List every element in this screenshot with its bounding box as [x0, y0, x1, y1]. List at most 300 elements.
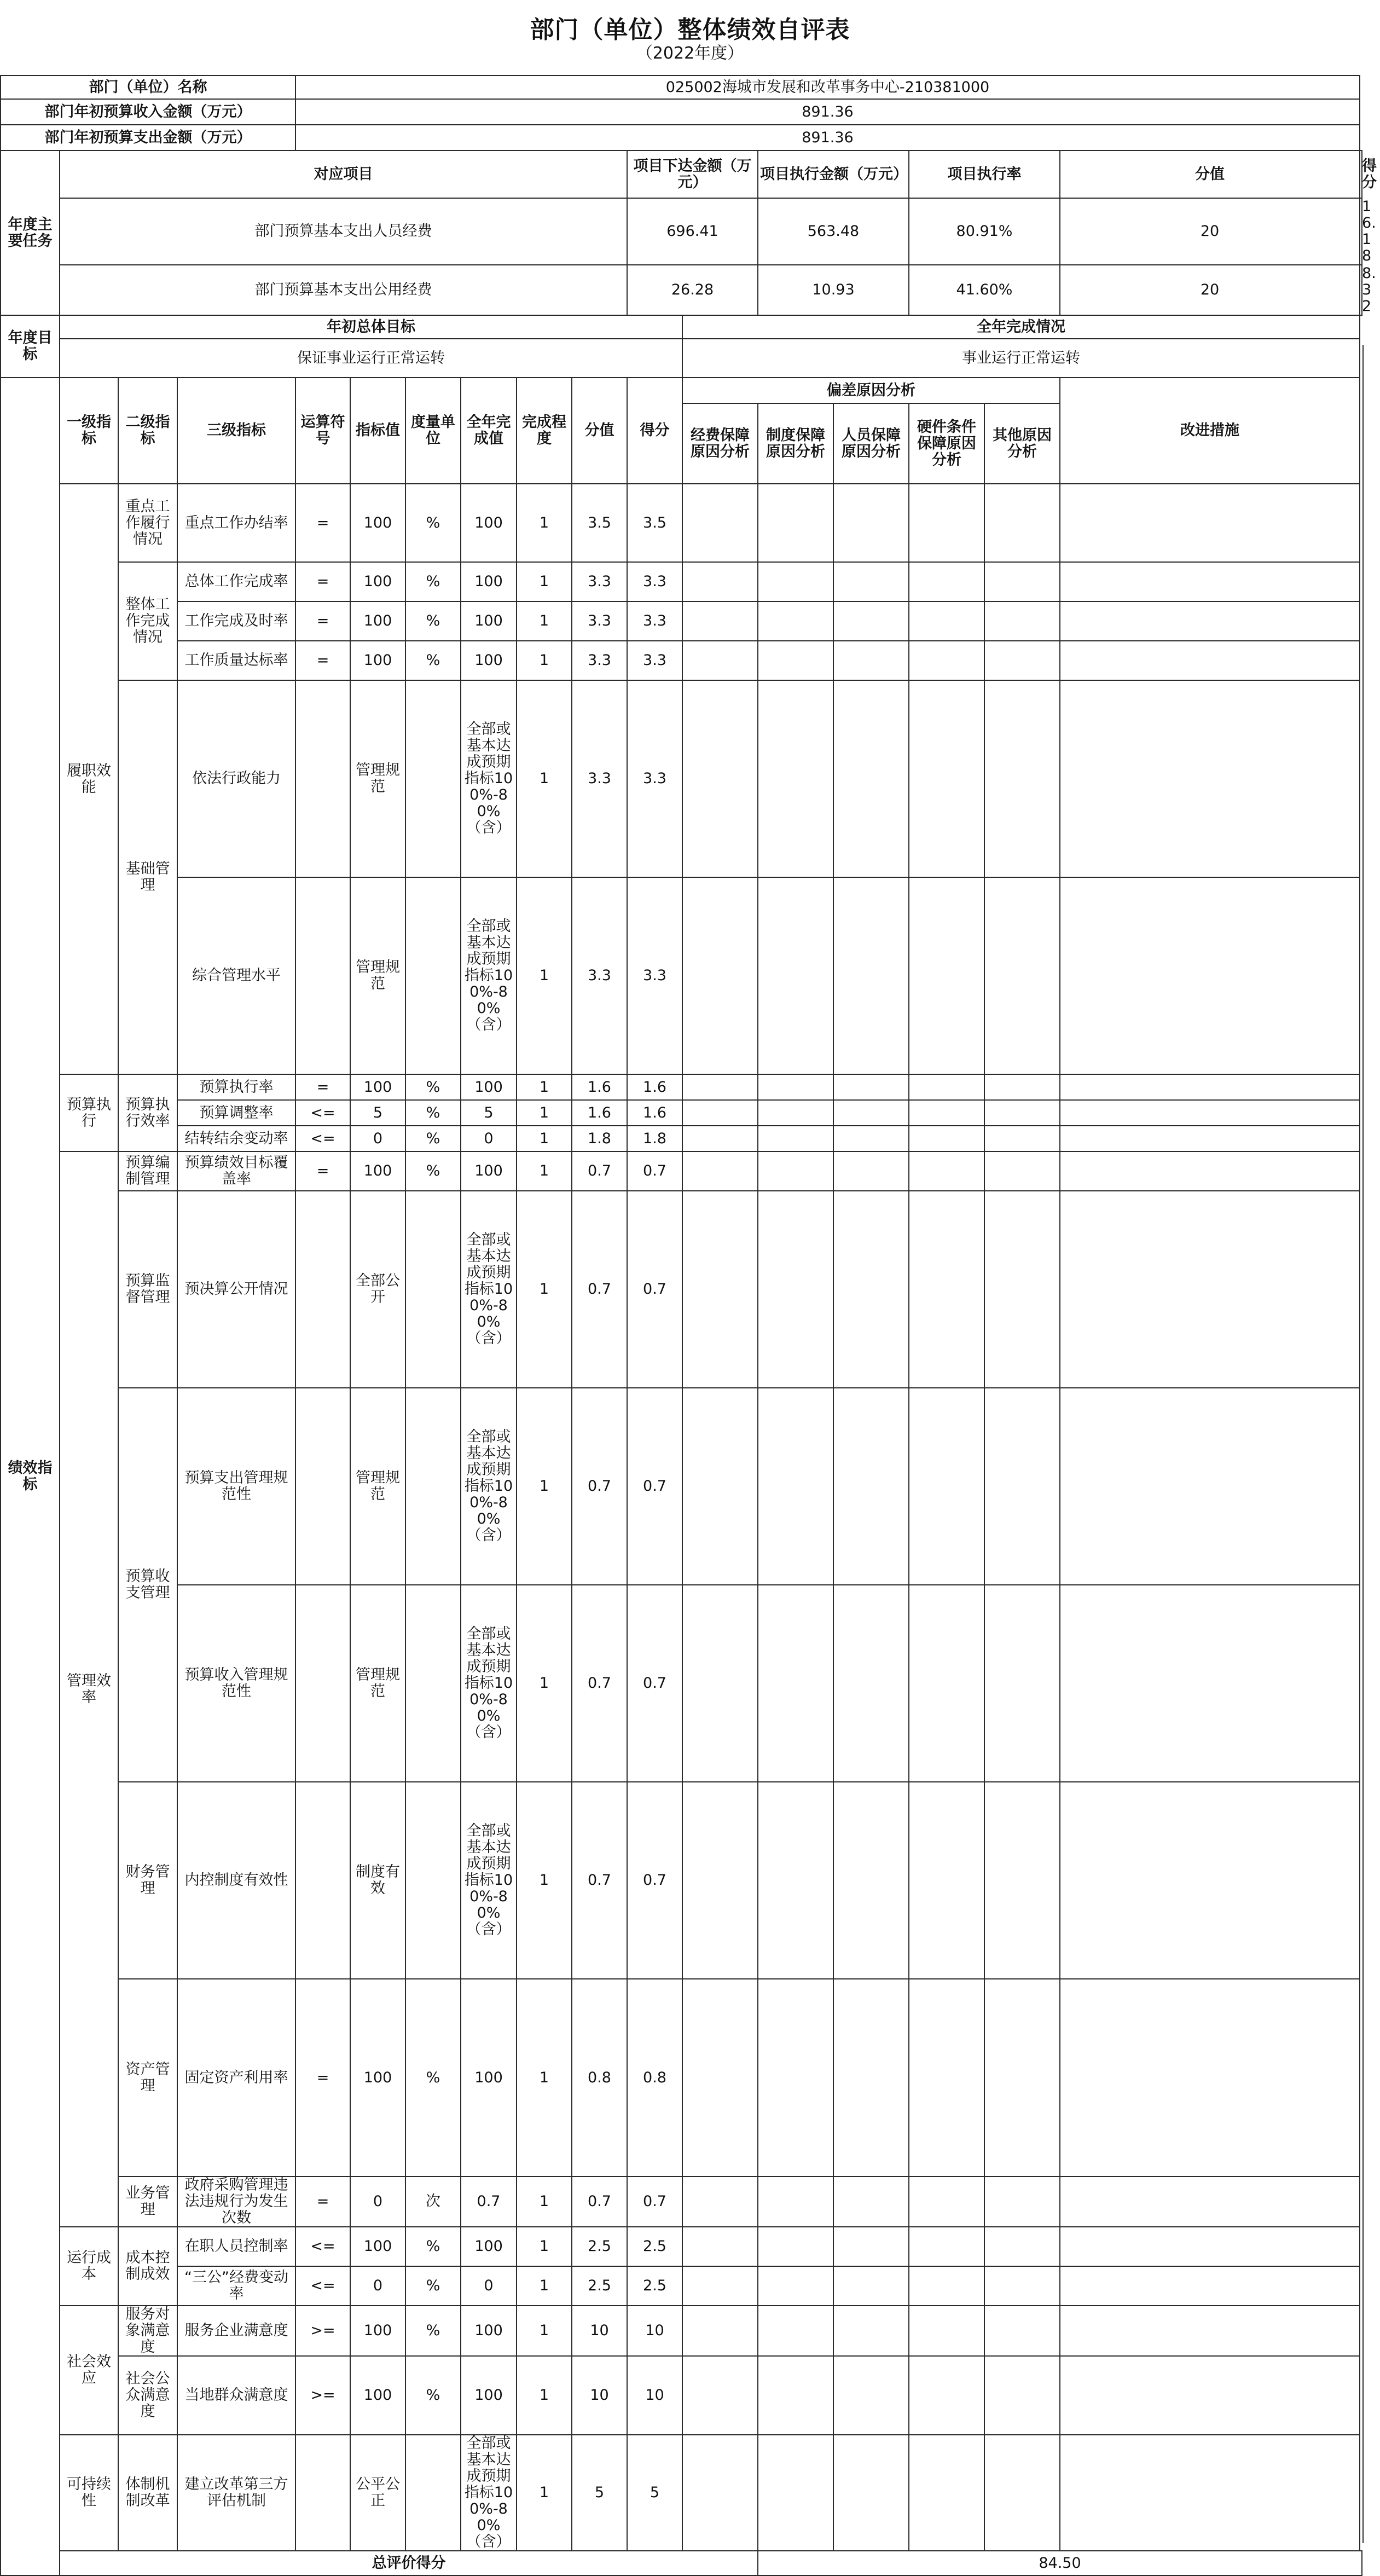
deviation-cell [984, 2356, 1060, 2435]
deviation-cell [833, 2266, 909, 2306]
level2-indicator: 资产管理 [118, 1979, 177, 2176]
income-value: 891.36 [295, 99, 1360, 125]
level3-indicator: 预算收入管理规范性 [177, 1585, 295, 1782]
level3-indicator: 结转结余变动率 [177, 1126, 295, 1151]
indicator-degree: 1 [517, 484, 572, 562]
col-dev4-header: 硬件条件保障原因分析 [909, 403, 984, 484]
indicator-actual: 100 [461, 2306, 517, 2356]
indicator-score: 0.7 [627, 1388, 682, 1585]
level2-indicator: 预算编制管理 [118, 1151, 177, 1191]
deviation-cell [833, 1388, 909, 1585]
indicator-degree: 1 [517, 1126, 572, 1151]
indicator-unit: % [405, 484, 461, 562]
indicator-op [295, 1388, 350, 1585]
deviation-cell [909, 2306, 984, 2356]
indicator-degree: 1 [517, 1388, 572, 1585]
improve-cell [1060, 1782, 1360, 1979]
indicator-degree: 1 [517, 2435, 572, 2551]
indicator-unit: 次 [405, 2176, 461, 2227]
total-score-label: 总评价得分 [60, 2551, 758, 2575]
deviation-cell [833, 2435, 909, 2551]
level2-indicator: 基础管理 [118, 680, 177, 1074]
indicator-value: 0.7 [572, 1151, 627, 1191]
indicator-score: 3.3 [627, 680, 682, 877]
indicator-actual: 0.7 [461, 2176, 517, 2227]
improve-cell [1060, 1388, 1360, 1585]
indicator-score: 3.5 [627, 484, 682, 562]
indicator-value: 3.3 [572, 562, 627, 601]
indicator-target: 100 [350, 2356, 405, 2435]
indicator-target: 100 [350, 1074, 405, 1100]
deviation-cell [758, 680, 833, 877]
improve-cell [1060, 1126, 1360, 1151]
indicator-score: 5 [627, 2435, 682, 2551]
improve-cell [1060, 1151, 1360, 1191]
level3-indicator: 政府采购管理违法违规行为发生次数 [177, 2176, 295, 2227]
indicator-actual: 100 [461, 1151, 517, 1191]
deviation-cell [682, 562, 758, 601]
indicator-value: 3.3 [572, 641, 627, 680]
indicator-value: 0.7 [572, 2176, 627, 2227]
indicator-value: 1.6 [572, 1100, 627, 1126]
level3-indicator: 建立改革第三方评估机制 [177, 2435, 295, 2551]
indicator-target: 管理规范 [350, 680, 405, 877]
indicator-unit [405, 877, 461, 1074]
col-rate-header: 项目执行率 [909, 150, 1060, 198]
level3-indicator: 工作完成及时率 [177, 601, 295, 641]
deviation-cell [984, 2227, 1060, 2266]
indicator-target: 100 [350, 1979, 405, 2176]
indicator-row [1, 1151, 1362, 1191]
deviation-cell [758, 1388, 833, 1585]
indicator-unit: % [405, 1126, 461, 1151]
task-score: 8.32 [1360, 265, 1362, 315]
improve-cell [1060, 2435, 1360, 2551]
task-item: 部门预算基本支出公用经费 [60, 265, 627, 315]
indicator-value: 3.5 [572, 484, 627, 562]
deviation-cell [758, 2266, 833, 2306]
task-row [1, 265, 1362, 315]
deviation-cell [984, 1191, 1060, 1388]
level1-indicator: 运行成本 [60, 2227, 118, 2306]
indicator-target: 100 [350, 2227, 405, 2266]
indicator-op [295, 1191, 350, 1388]
indicator-unit [405, 1388, 461, 1585]
level3-indicator: 综合管理水平 [177, 877, 295, 1074]
deviation-cell [682, 2227, 758, 2266]
level2-indicator: 成本控制成效 [118, 2227, 177, 2306]
deviation-cell [758, 2176, 833, 2227]
deviation-cell [909, 1100, 984, 1126]
indicator-actual: 100 [461, 1074, 517, 1100]
level3-indicator: 在职人员控制率 [177, 2227, 295, 2266]
deviation-cell [833, 641, 909, 680]
indicator-degree: 1 [517, 1100, 572, 1126]
improve-cell [1060, 601, 1360, 641]
income-label: 部门年初预算收入金额（万元） [1, 99, 295, 125]
indicator-row [1, 680, 1362, 877]
indicator-degree: 1 [517, 877, 572, 1074]
indicator-op [295, 1782, 350, 1979]
indicator-target: 管理规范 [350, 877, 405, 1074]
indicator-target: 100 [350, 484, 405, 562]
level1-indicator: 管理效率 [60, 1151, 118, 2227]
deviation-cell [682, 2176, 758, 2227]
deviation-cell [909, 1074, 984, 1100]
deviation-cell [682, 1979, 758, 2176]
deviation-cell [833, 484, 909, 562]
level2-indicator: 社会公众满意度 [118, 2356, 177, 2435]
col-item-header: 对应项目 [60, 150, 627, 198]
indicators-section-label: 绩效指标 [1, 378, 60, 2575]
indicator-op: = [295, 1151, 350, 1191]
deviation-cell [984, 1388, 1060, 1585]
deviation-cell [984, 601, 1060, 641]
deviation-cell [758, 877, 833, 1074]
indicator-degree: 1 [517, 601, 572, 641]
deviation-cell [909, 641, 984, 680]
deviation-cell [758, 1100, 833, 1126]
deviation-cell [984, 877, 1060, 1074]
indicator-unit: % [405, 2266, 461, 2306]
improve-cell [1060, 562, 1360, 601]
indicator-value: 10 [572, 2356, 627, 2435]
deviation-cell [682, 1100, 758, 1126]
deviation-cell [909, 2435, 984, 2551]
indicator-target: 100 [350, 562, 405, 601]
col-target-header: 指标值 [350, 378, 405, 484]
indicator-op [295, 877, 350, 1074]
deviation-cell [833, 562, 909, 601]
deviation-cell [682, 601, 758, 641]
level3-indicator: “三公”经费变动率 [177, 2266, 295, 2306]
indicator-actual: 100 [461, 2356, 517, 2435]
indicator-value: 1.8 [572, 1126, 627, 1151]
improve-cell [1060, 2176, 1360, 2227]
deviation-cell [758, 601, 833, 641]
deviation-cell [833, 1979, 909, 2176]
indicator-score: 3.3 [627, 601, 682, 641]
indicator-degree: 1 [517, 2266, 572, 2306]
deviation-cell [758, 641, 833, 680]
indicator-unit: % [405, 2227, 461, 2266]
deviation-cell [909, 877, 984, 1074]
indicator-actual: 5 [461, 1100, 517, 1126]
indicator-value: 0.7 [572, 1585, 627, 1782]
deviation-cell [758, 484, 833, 562]
level2-indicator: 预算收支管理 [118, 1388, 177, 1782]
deviation-cell [682, 1585, 758, 1782]
deviation-cell [833, 2176, 909, 2227]
indicator-degree: 1 [517, 2306, 572, 2356]
deviation-cell [833, 2306, 909, 2356]
indicator-op: = [295, 2176, 350, 2227]
deviation-cell [833, 1074, 909, 1100]
deviation-cell [833, 601, 909, 641]
deviation-cell [909, 1782, 984, 1979]
indicator-value: 3.3 [572, 877, 627, 1074]
indicator-score: 1.6 [627, 1100, 682, 1126]
completion-text: 事业运行正常运转 [682, 339, 1360, 378]
indicator-score: 10 [627, 2356, 682, 2435]
indicator-target: 100 [350, 641, 405, 680]
indicator-unit: % [405, 1100, 461, 1126]
deviation-cell [758, 2356, 833, 2435]
indicator-score: 1.6 [627, 1074, 682, 1100]
indicator-op: = [295, 562, 350, 601]
indicator-row [1, 484, 1362, 562]
indicator-unit [405, 680, 461, 877]
indicator-row [1, 1100, 1362, 1126]
indicator-unit: % [405, 2356, 461, 2435]
improve-cell [1060, 2356, 1360, 2435]
task-rate: 80.91% [909, 198, 1060, 265]
deviation-cell [682, 1126, 758, 1151]
indicator-row [1, 2266, 1362, 2306]
indicator-target: 100 [350, 2306, 405, 2356]
indicator-degree: 1 [517, 2227, 572, 2266]
improve-cell [1060, 2306, 1360, 2356]
indicator-op: >= [295, 2306, 350, 2356]
indicator-degree: 1 [517, 2176, 572, 2227]
deviation-cell [909, 601, 984, 641]
indicator-row [1, 1388, 1362, 1585]
col-exec-header: 项目执行金额（万元） [758, 150, 909, 198]
level2-indicator: 预算执行效率 [118, 1074, 177, 1151]
indicator-row [1, 601, 1362, 641]
indicator-score: 3.3 [627, 877, 682, 1074]
indicator-actual: 全部或基本达成预期指标100%-80%（含） [461, 2435, 517, 2551]
indicator-target: 100 [350, 1151, 405, 1191]
indicator-row [1, 2435, 1362, 2551]
indicator-unit [405, 1585, 461, 1782]
deviation-cell [833, 1151, 909, 1191]
deviation-cell [833, 1100, 909, 1126]
deviation-cell [833, 877, 909, 1074]
indicator-actual: 全部或基本达成预期指标100%-80%（含） [461, 1191, 517, 1388]
deviation-cell [758, 2306, 833, 2356]
deviation-cell [909, 1585, 984, 1782]
deviation-cell [909, 2176, 984, 2227]
indicator-value: 0.7 [572, 1191, 627, 1388]
indicator-op: <= [295, 1100, 350, 1126]
initial-goal-header: 年初总体目标 [60, 315, 682, 339]
indicator-unit: % [405, 562, 461, 601]
deviation-cell [909, 2227, 984, 2266]
col-score-header: 得分 [627, 378, 682, 484]
page-subtitle: （2022年度） [636, 44, 744, 63]
indicator-op [295, 680, 350, 877]
improve-cell [1060, 1191, 1360, 1388]
indicator-row [1, 1979, 1362, 2176]
indicator-score: 0.8 [627, 1979, 682, 2176]
indicator-row [1, 1074, 1362, 1100]
deviation-cell [984, 680, 1060, 877]
deviation-cell [909, 1191, 984, 1388]
indicator-row [1, 2227, 1362, 2266]
deviation-cell [758, 562, 833, 601]
indicator-actual: 全部或基本达成预期指标100%-80%（含） [461, 877, 517, 1074]
indicator-actual: 100 [461, 601, 517, 641]
indicator-value: 2.5 [572, 2266, 627, 2306]
indicator-target: 0 [350, 2176, 405, 2227]
col-dev1-header: 经费保障原因分析 [682, 403, 758, 484]
indicator-value: 10 [572, 2306, 627, 2356]
improve-cell [1060, 2266, 1360, 2306]
indicator-degree: 1 [517, 1979, 572, 2176]
deviation-cell [984, 2266, 1060, 2306]
indicator-row [1, 1782, 1362, 1979]
indicator-op: <= [295, 1126, 350, 1151]
dept-name-value: 025002海城市发展和改革事务中心-210381000 [295, 76, 1360, 99]
indicator-actual: 全部或基本达成预期指标100%-80%（含） [461, 1585, 517, 1782]
indicator-actual: 0 [461, 2266, 517, 2306]
deviation-cell [682, 1151, 758, 1191]
col-issued-header: 项目下达金额（万元） [627, 150, 758, 198]
level3-indicator: 重点工作办结率 [177, 484, 295, 562]
indicator-actual: 全部或基本达成预期指标100%-80%（含） [461, 1388, 517, 1585]
indicator-value: 0.7 [572, 1782, 627, 1979]
indicator-op: = [295, 1979, 350, 2176]
deviation-cell [758, 2227, 833, 2266]
deviation-cell [682, 680, 758, 877]
indicator-score: 2.5 [627, 2266, 682, 2306]
indicator-target: 管理规范 [350, 1388, 405, 1585]
indicator-unit: % [405, 1979, 461, 2176]
level2-indicator: 体制机制改革 [118, 2435, 177, 2551]
deviation-cell [909, 1126, 984, 1151]
deviation-cell [758, 1126, 833, 1151]
indicator-unit [405, 2435, 461, 2551]
task-row [1, 198, 1362, 265]
col-l2-header: 二级指标 [118, 378, 177, 484]
improve-cell [1060, 1979, 1360, 2176]
improve-cell [1060, 2227, 1360, 2266]
indicator-value: 5 [572, 2435, 627, 2551]
deviation-cell [682, 1191, 758, 1388]
indicator-row [1, 2356, 1362, 2435]
indicator-row [1, 1585, 1362, 1782]
indicator-value: 3.3 [572, 680, 627, 877]
improve-cell [1060, 680, 1360, 877]
level3-indicator: 预算绩效目标覆盖率 [177, 1151, 295, 1191]
indicator-score: 0.7 [627, 1151, 682, 1191]
indicator-score: 3.3 [627, 641, 682, 680]
col-unit-header: 度量单位 [405, 378, 461, 484]
level3-indicator: 当地群众满意度 [177, 2356, 295, 2435]
task-issued: 26.28 [627, 265, 758, 315]
col-value-header: 分值 [572, 378, 627, 484]
deviation-cell [682, 2435, 758, 2551]
deviation-cell [984, 1074, 1060, 1100]
deviation-cell [758, 2435, 833, 2551]
indicator-unit: % [405, 641, 461, 680]
deviation-cell [758, 1782, 833, 1979]
deviation-cell [909, 1388, 984, 1585]
level3-indicator: 内控制度有效性 [177, 1782, 295, 1979]
indicator-target: 公平公正 [350, 2435, 405, 2551]
indicator-op [295, 1585, 350, 1782]
deviation-cell [833, 1126, 909, 1151]
indicator-degree: 1 [517, 2356, 572, 2435]
deviation-cell [984, 1100, 1060, 1126]
task-item: 部门预算基本支出人员经费 [60, 198, 627, 265]
indicator-score: 1.8 [627, 1126, 682, 1151]
level3-indicator: 总体工作完成率 [177, 562, 295, 601]
task-exec: 10.93 [758, 265, 909, 315]
indicator-row [1, 1126, 1362, 1151]
total-score-value: 84.50 [758, 2551, 1362, 2575]
indicator-target: 0 [350, 2266, 405, 2306]
deviation-cell [909, 2356, 984, 2435]
table-right-border [1362, 345, 1364, 2543]
level3-indicator: 服务企业满意度 [177, 2306, 295, 2356]
deviation-cell [833, 680, 909, 877]
indicator-score: 0.7 [627, 1191, 682, 1388]
col-dev5-header: 其他原因分析 [984, 403, 1060, 484]
indicator-op: <= [295, 2227, 350, 2266]
improve-cell [1060, 1100, 1360, 1126]
indicator-unit: % [405, 2306, 461, 2356]
indicator-actual: 100 [461, 484, 517, 562]
deviation-cell [909, 1151, 984, 1191]
deviation-cell [758, 1191, 833, 1388]
indicator-actual: 100 [461, 641, 517, 680]
deviation-header: 偏差原因分析 [682, 378, 1060, 403]
goals-section-label: 年度目标 [1, 315, 60, 378]
level1-indicator: 社会效应 [60, 2306, 118, 2435]
deviation-cell [758, 1979, 833, 2176]
indicator-target: 管理规范 [350, 1585, 405, 1782]
level2-indicator: 财务管理 [118, 1782, 177, 1979]
deviation-cell [909, 484, 984, 562]
indicator-unit: % [405, 601, 461, 641]
deviation-cell [909, 562, 984, 601]
indicator-target: 制度有效 [350, 1782, 405, 1979]
indicator-score: 0.7 [627, 1782, 682, 1979]
task-rate: 41.60% [909, 265, 1060, 315]
deviation-cell [682, 1782, 758, 1979]
deviation-cell [682, 484, 758, 562]
indicator-unit [405, 1191, 461, 1388]
deviation-cell [833, 1782, 909, 1979]
indicator-row [1, 2306, 1362, 2356]
indicator-row [1, 877, 1362, 1074]
col-dev3-header: 人员保障原因分析 [833, 403, 909, 484]
deviation-cell [682, 1074, 758, 1100]
col-improve-header: 改进措施 [1060, 378, 1360, 484]
deviation-cell [984, 1151, 1060, 1191]
indicator-actual: 100 [461, 1979, 517, 2176]
deviation-cell [984, 641, 1060, 680]
expense-value: 891.36 [295, 125, 1360, 150]
indicator-target: 100 [350, 601, 405, 641]
col-value-header: 分值 [1060, 150, 1360, 198]
task-value: 20 [1060, 198, 1360, 265]
indicator-score: 0.7 [627, 1585, 682, 1782]
indicator-op: = [295, 1074, 350, 1100]
improve-cell [1060, 1074, 1360, 1100]
deviation-cell [758, 1151, 833, 1191]
indicator-op: >= [295, 2356, 350, 2435]
indicator-value: 0.8 [572, 1979, 627, 2176]
indicator-degree: 1 [517, 680, 572, 877]
indicator-degree: 1 [517, 641, 572, 680]
dept-name-label: 部门（单位）名称 [1, 76, 295, 99]
deviation-cell [682, 1388, 758, 1585]
completion-header: 全年完成情况 [682, 315, 1360, 339]
improve-cell [1060, 641, 1360, 680]
